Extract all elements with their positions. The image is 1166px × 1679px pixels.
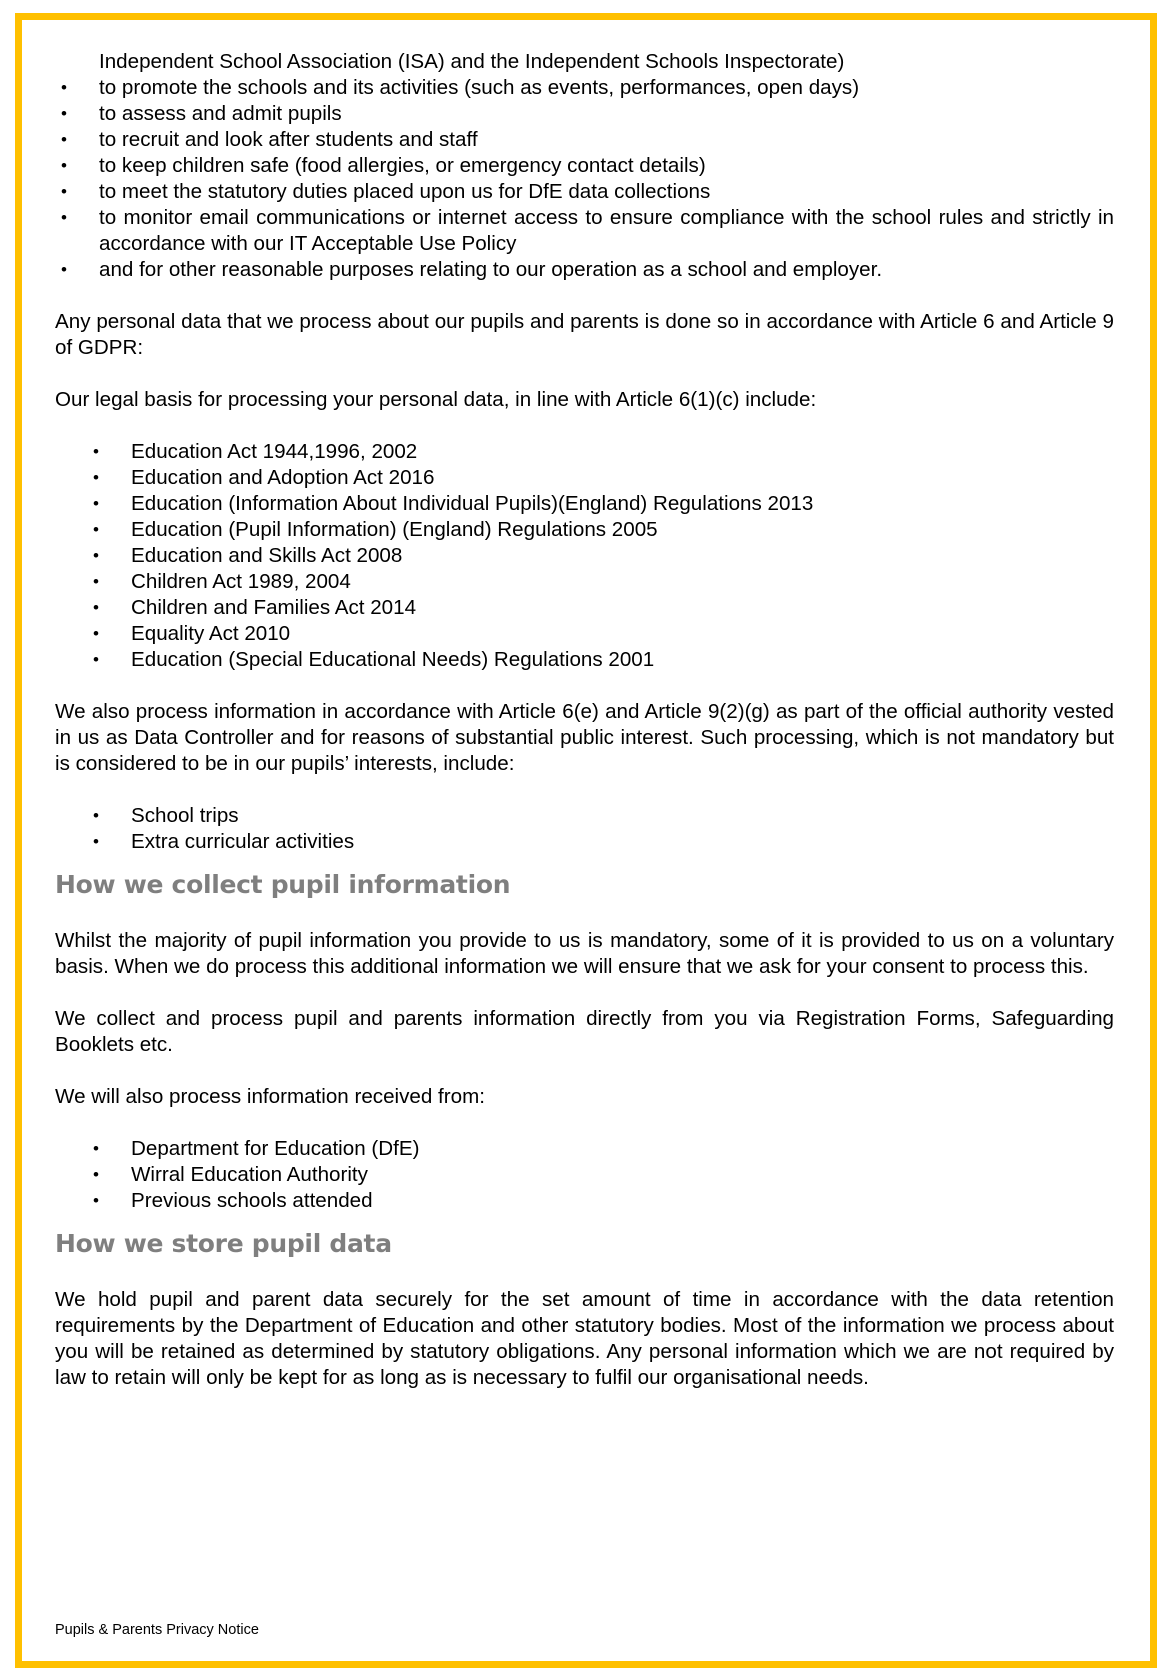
list-item: • Department for Education (DfE) bbox=[93, 1137, 420, 1160]
mandatory-info-paragraph: Whilst the majority of pupil information you provide to us is mandatory, some of it is provided to us on a voluntary basis. When we do process this additional information we will ensure that we ask for your consent to process this. bbox=[55, 929, 1114, 978]
list-item: • Education Act 1944,1996, 2002 bbox=[93, 440, 418, 463]
bullet-icon: • bbox=[61, 156, 67, 175]
list-item: • Education (Pupil Information) (England) Regulations 2005 bbox=[93, 518, 658, 541]
bullet-icon: • bbox=[61, 130, 67, 149]
collect-direct-paragraph: We collect and process pupil and parents information directly from you via Registration Forms, Safeguarding Booklets etc. bbox=[55, 1007, 1114, 1056]
bullet-icon: • bbox=[61, 208, 67, 227]
list-item: • Extra curricular activities bbox=[93, 830, 355, 853]
bullet-icon: • bbox=[93, 832, 99, 851]
bullet-icon: • bbox=[93, 650, 99, 669]
bullet-icon: • bbox=[93, 572, 99, 591]
list-item: • Wirral Education Authority bbox=[93, 1163, 368, 1186]
purposes-list bbox=[55, 75, 1114, 283]
bullet-icon: • bbox=[61, 78, 67, 97]
bullet-icon: • bbox=[93, 546, 99, 565]
bullet-icon: • bbox=[93, 1165, 99, 1184]
list-item: • to meet the statutory duties placed upon us for DfE data collections bbox=[61, 180, 711, 203]
document-body bbox=[55, 49, 1114, 1391]
bullet-icon: • bbox=[93, 624, 99, 643]
list-item: • to recruit and look after students and staff bbox=[61, 128, 478, 151]
list-item: • Education and Adoption Act 2016 bbox=[93, 466, 435, 489]
list-item: • Previous schools attended bbox=[93, 1189, 373, 1212]
list-item: • to monitor email communications or internet access to ensure compliance with the school rules and strictly in accordance with our IT Acceptable Use Policy bbox=[61, 206, 1114, 255]
page-footer: Pupils & Parents Privacy Notice bbox=[55, 1622, 259, 1638]
legal-basis-paragraph: Our legal basis for processing your personal data, in line with Article 6(1)(c) include: bbox=[55, 388, 817, 411]
sources-list bbox=[55, 1136, 1114, 1214]
bullet-icon: • bbox=[61, 182, 67, 201]
public-interest-list bbox=[55, 803, 1114, 855]
bullet-icon: • bbox=[93, 442, 99, 461]
list-item: • to promote the schools and its activities (such as events, performances, open days) bbox=[61, 76, 860, 99]
list-item: • to assess and admit pupils bbox=[61, 102, 342, 125]
bullet-icon: • bbox=[93, 1191, 99, 1210]
list-item: • Children Act 1989, 2004 bbox=[93, 570, 351, 593]
list-item: • Education (Information About Individual Pupils)(England) Regulations 2013 bbox=[93, 492, 814, 515]
bullet-icon: • bbox=[93, 598, 99, 617]
legal-acts-list bbox=[55, 439, 1114, 673]
list-item: • School trips bbox=[93, 804, 239, 827]
bullet-icon: • bbox=[61, 104, 67, 123]
list-item: • Education (Special Educational Needs) Regulations 2001 bbox=[93, 648, 655, 671]
public-interest-paragraph: We also process information in accordance with Article 6(e) and Article 9(2)(g) as part of the official authority vested in us as Data Controller and for reasons of substantial public interest. Such processing, which is not mandatory but is considered to be in our pupils’ interests, include: bbox=[55, 700, 1114, 775]
bullet-icon: • bbox=[93, 468, 99, 487]
received-from-paragraph: We will also process information received from: bbox=[55, 1085, 485, 1108]
section-heading-collect: How we collect pupil information bbox=[55, 870, 511, 899]
list-item: • Children and Families Act 2014 bbox=[93, 596, 417, 619]
bullet-icon: • bbox=[93, 520, 99, 539]
list-item: • Education and Skills Act 2008 bbox=[93, 544, 403, 567]
continued-list-text: Independent School Association (ISA) and the Independent Schools Inspectorate) bbox=[99, 50, 845, 73]
list-item: • Equality Act 2010 bbox=[93, 622, 291, 645]
bullet-icon: • bbox=[93, 806, 99, 825]
store-paragraph: We hold pupil and parent data securely for the set amount of time in accordance with the data retention requirements by the Department of Education and other statutory bodies. Most of the information we process about you will be retained as determined by statutory obligations. Any personal information which we are not required by law to retain will only be kept for as long as is necessary to fulfil our organisational needs. bbox=[55, 1288, 1114, 1389]
bullet-icon: • bbox=[93, 1139, 99, 1158]
gdpr-paragraph: Any personal data that we process about our pupils and parents is done so in accordance with Article 6 and Article 9 of GDPR: bbox=[55, 310, 1114, 359]
list-item: • and for other reasonable purposes relating to our operation as a school and employer. bbox=[61, 258, 883, 281]
section-heading-store: How we store pupil data bbox=[55, 1229, 392, 1258]
bullet-icon: • bbox=[93, 494, 99, 513]
bullet-icon: • bbox=[61, 260, 67, 279]
list-item: • to keep children safe (food allergies, or emergency contact details) bbox=[61, 154, 706, 177]
